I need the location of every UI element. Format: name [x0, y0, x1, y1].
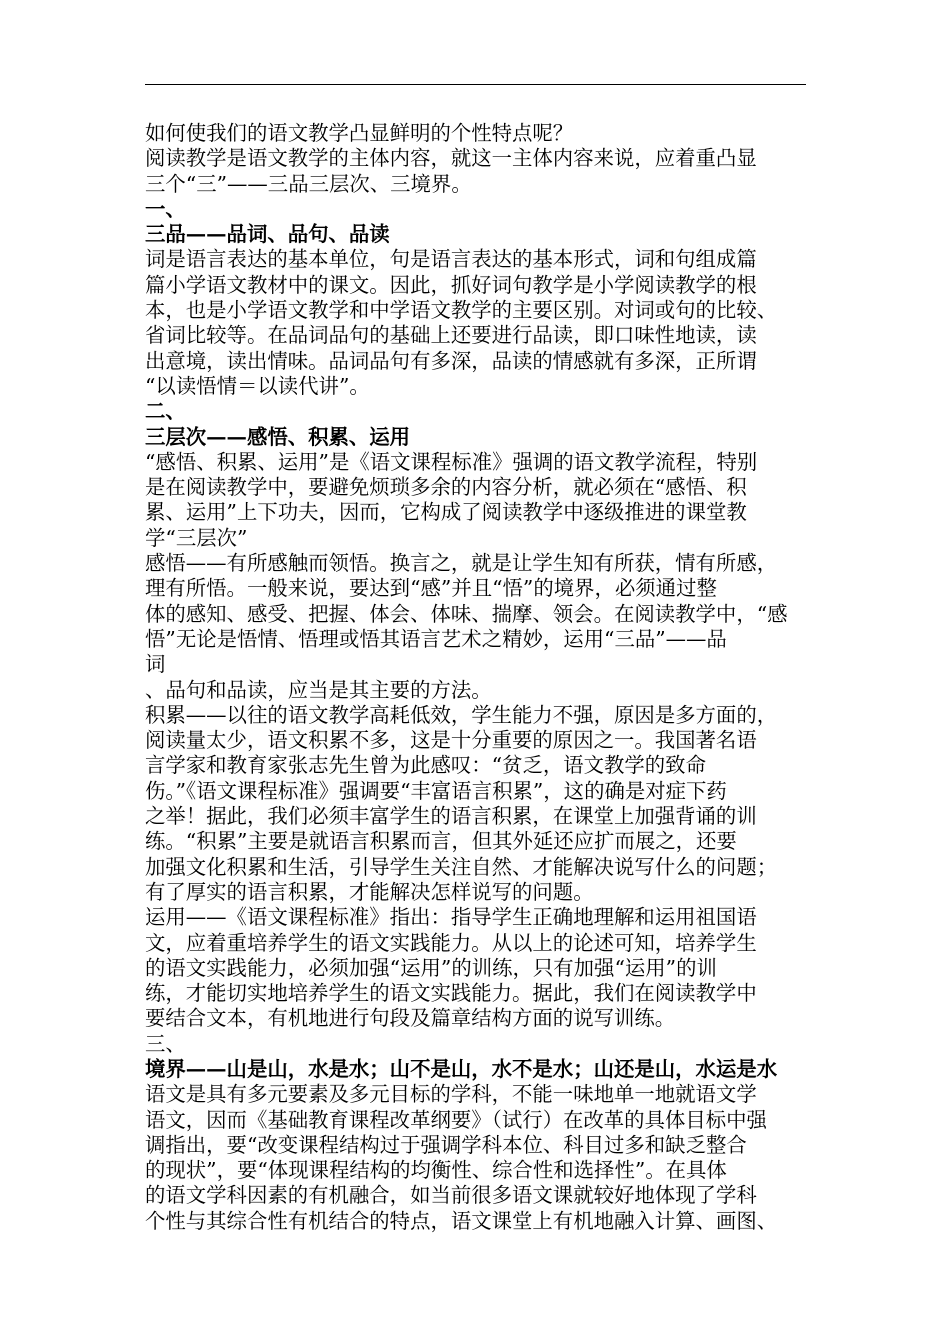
text-line: 有了厚实的语言积累，才能解决怎样说写的问题。 [145, 879, 594, 904]
text-line: 悟”无论是悟情、悟理或悟其语言艺术之精妙，运用“三品”——品 [145, 626, 727, 651]
text-line: 文，应着重培养学生的语文实践能力。从以上的论述可知，培养学生 [145, 930, 757, 955]
text-line: 体的感知、感受、把握、体会、体味、揣摩、领会。在阅读教学中，“感 [145, 601, 788, 626]
text-line: 伤。”《语文课程标准》强调要“丰富语言积累”，这的确是对症下药 [145, 778, 727, 803]
text-line: 篇小学语文教材中的课文。因此，抓好词句教学是小学阅读教学的根 [145, 272, 757, 297]
text-line: 个性与其综合性有机结合的特点，语文课堂上有机地融入计算、画图、 [145, 1208, 778, 1233]
text-line: 的语文实践能力，必须加强“运用”的训练，只有加强“运用”的训 [145, 955, 717, 980]
text-line: 语文，因而《基础教育课程改革纲要》（试行）在改革的具体目标中强 [145, 1107, 767, 1132]
text-line: 本，也是小学语文教学和中学语文教学的主要区别。对词或句的比较、 [145, 298, 778, 323]
header-rule [145, 84, 806, 85]
text-line: 语文是具有多元要素及多元目标的学科，不能一味地单一地就语文学 [145, 1082, 757, 1107]
section-heading-line: 二、 [145, 399, 186, 424]
section-heading-line: 一、 [145, 196, 186, 221]
section-heading-line: 三层次——感悟、积累、运用 [145, 424, 411, 449]
text-line: 的现状”，要“体现课程结构的均衡性、综合性和选择性”。在具体 [145, 1158, 727, 1183]
text-line: 如何使我们的语文教学凸显鲜明的个性特点呢？ [145, 121, 574, 145]
text-line: 的语文学科因素的有机融合，如当前很多语文课就较好地体现了学科 [145, 1183, 757, 1208]
text-line: 学“三层次” [145, 525, 248, 550]
text-line: 理有所悟。一般来说，要达到“感”并且“悟”的境界，必须通过整 [145, 576, 717, 601]
text-line: 三、 [145, 1031, 186, 1056]
text-line: 累、运用”上下功夫，因而，它构成了阅读教学中逐级推进的课堂教 [145, 500, 747, 525]
text-line: 出意境，读出情味。品词品句有多深，品读的情感就有多深，正所谓 [145, 348, 757, 373]
text-line: 练，才能切实地培养学生的语文实践能力。据此，我们在阅读教学中 [145, 981, 757, 1006]
text-line: 词是语言表达的基本单位，句是语言表达的基本形式，词和句组成篇 [145, 247, 757, 272]
text-line: 三个“三”——三品三层次、三境界。 [145, 171, 472, 196]
text-line: 加强文化积累和生活，引导学生关注自然、才能解决说写什么的问题； [145, 854, 778, 879]
document-body [145, 121, 815, 1234]
section-heading-line: 三品——品词、品句、品读 [145, 222, 390, 247]
text-line: 、品句和品读，应当是其主要的方法。 [145, 677, 492, 702]
text-line: 积累——以往的语文教学高耗低效，学生能力不强，原因是多方面的， [145, 702, 778, 727]
text-line: 运用——《语文课程标准》指出：指导学生正确地理解和运用祖国语 [145, 905, 757, 930]
text-line: “感悟、积累、运用”是《语文课程标准》强调的语文教学流程，特别 [145, 449, 758, 474]
text-line: 练。“积累”主要是就语言积累而言，但其外延还应扩而展之，还要 [145, 829, 737, 854]
text-line: 阅读量太少，语文积累不多，这是十分重要的原因之一。我国著名语 [145, 728, 757, 753]
text-line: 省词比较等。在品词品句的基础上还要进行品读，即口味性地读，读 [145, 323, 757, 348]
text-line: 之举！据此，我们必须丰富学生的语言积累，在课堂上加强背诵的训 [145, 804, 757, 829]
text-line: 是在阅读教学中，要避免烦琐多余的内容分析，就必须在“感悟、积 [145, 475, 747, 500]
text-line: 调指出，要“改变课程结构过于强调学科本位、科目过多和缺乏整合 [145, 1132, 747, 1157]
text-line: 词 [145, 652, 166, 677]
section-heading-line: 境界——山是山，水是水；山不是山，水不是水；山还是山，水运是水 [145, 1056, 778, 1081]
text-line: 言学家和教育家张志先生曾为此感叹：“贫乏，语文教学的致命 [145, 753, 706, 778]
text-line: “以读悟情＝以读代讲”。 [145, 373, 370, 398]
text-line: 感悟——有所感触而领悟。换言之，就是让学生知有所获，情有所感， [145, 551, 778, 576]
text-line: 阅读教学是语文教学的主体内容，就这一主体内容来说，应着重凸显 [145, 146, 757, 171]
text-line: 要结合文本，有机地进行句段及篇章结构方面的说写训练。 [145, 1006, 676, 1031]
